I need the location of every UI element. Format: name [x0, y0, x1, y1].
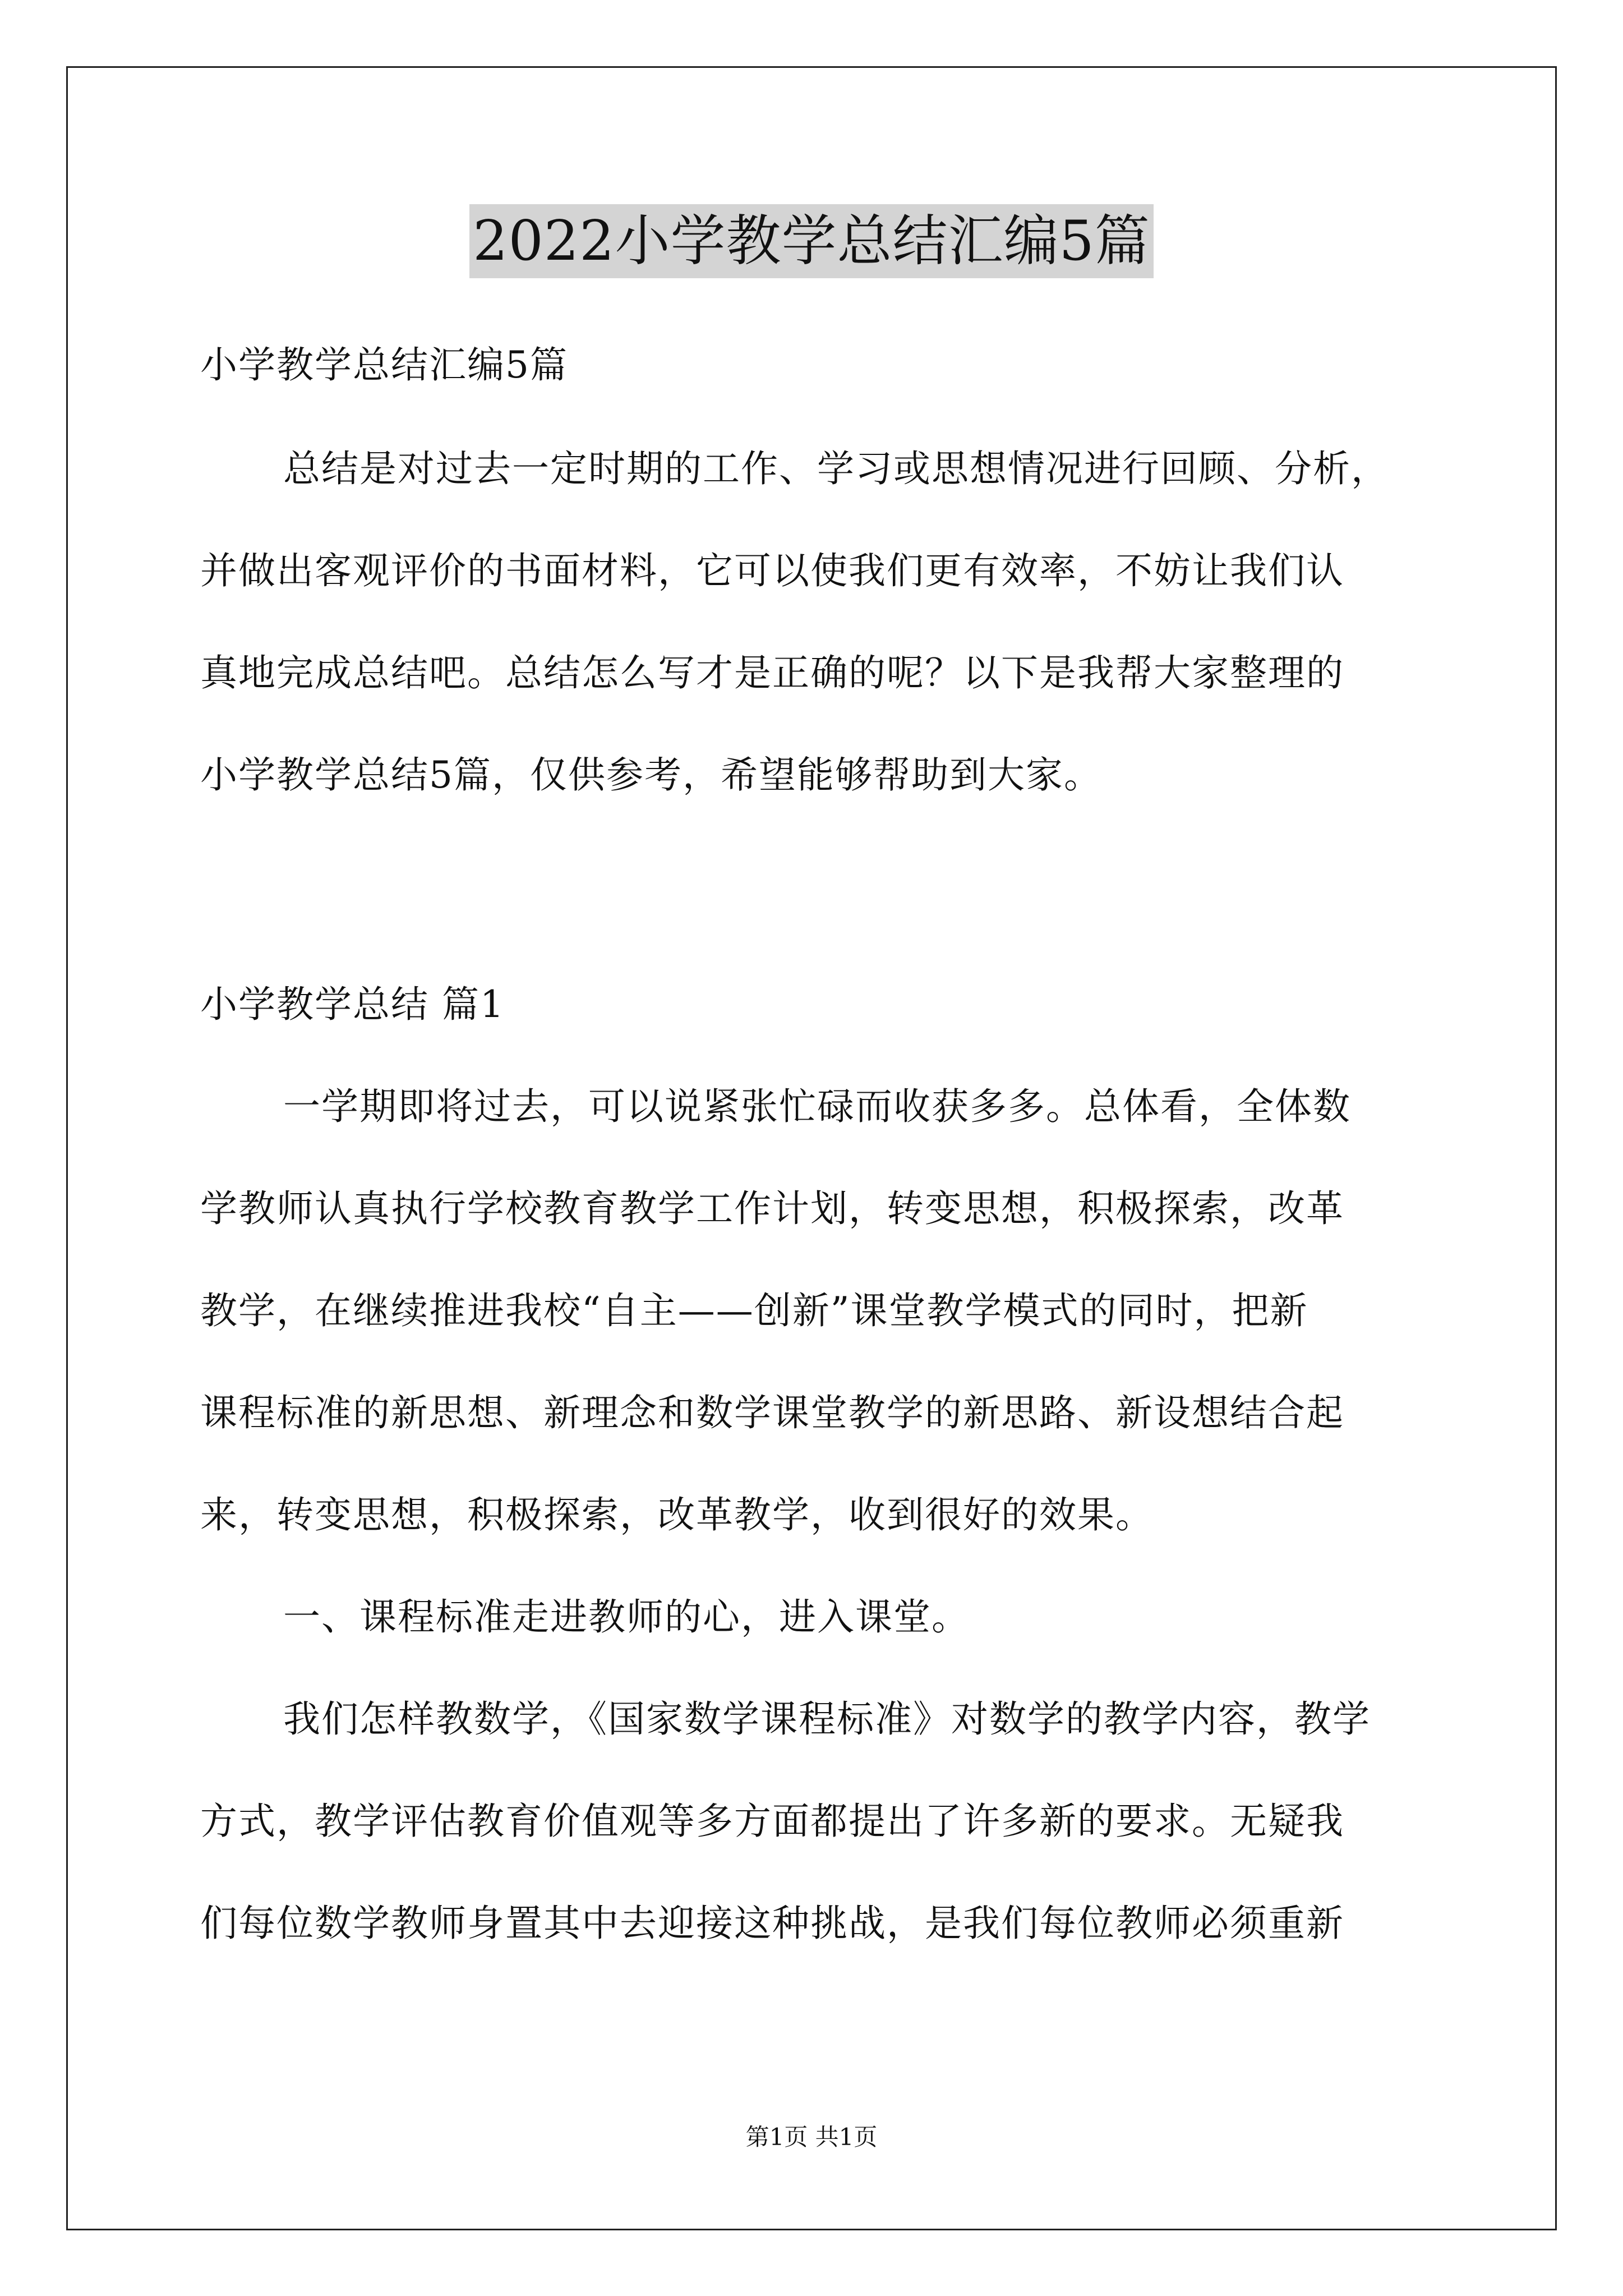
paragraph-line: 教学，在继续推进我校“自主——创新”课堂教学模式的同时，把新 [200, 1289, 1308, 1332]
intro-line: 总结是对过去一定时期的工作、学习或思想情况进行回顾、分析， [283, 447, 1389, 490]
paragraph-line: 方式，教学评估教育价值观等多方面都提出了许多新的要求。无疑我 [200, 1800, 1344, 1843]
paragraph-line: 一学期即将过去，可以说紧张忙碌而收获多多。总体看，全体数 [283, 1085, 1351, 1128]
paragraph-line: 学教师认真执行学校教育教学工作计划，转变思想，积极探索，改革 [200, 1187, 1344, 1230]
paragraph-line: 我们怎样教数学，《国家数学课程标准》对数学的教学内容，教学 [283, 1697, 1371, 1741]
paragraph-line: 来，转变思想，积极探索，改革教学，收到很好的效果。 [200, 1493, 1154, 1536]
section-heading: 小学教学总结 篇1 [200, 983, 505, 1026]
document-subtitle: 小学教学总结汇编5篇 [200, 343, 568, 386]
point-heading: 一、课程标准走进教师的心，进入课堂。 [283, 1595, 970, 1639]
intro-line: 小学教学总结5篇，仅供参考，希望能够帮助到大家。 [200, 753, 1102, 797]
paragraph-line: 课程标准的新思想、新理念和数学课堂教学的新思路、新设想结合起 [200, 1391, 1344, 1434]
title-container [0, 204, 1623, 278]
document-title: 2022小学教学总结汇编5篇 [469, 204, 1154, 278]
page-footer: 第1页 共1页 [745, 2123, 878, 2151]
paragraph-line: 们每位数学教师身置其中去迎接这种挑战，是我们每位教师必须重新 [200, 1902, 1344, 1945]
intro-line: 并做出客观评价的书面材料，它可以使我们更有效率，不妨让我们认 [200, 549, 1344, 592]
intro-line: 真地完成总结吧。总结怎么写才是正确的呢？以下是我帮大家整理的 [200, 651, 1344, 694]
